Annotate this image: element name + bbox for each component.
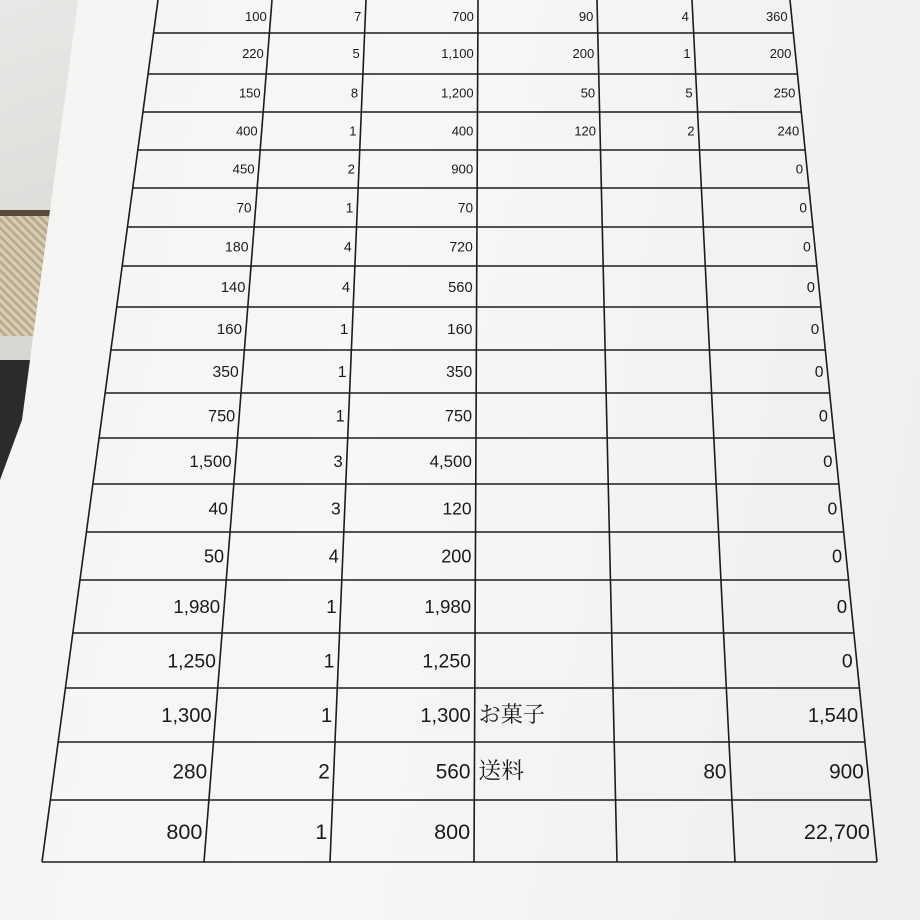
table-cell: 2 [347, 161, 355, 177]
table-cell: 220 [242, 46, 264, 62]
table-cell: 1 [339, 321, 349, 338]
table-row [225, 239, 811, 255]
table-row [236, 124, 799, 139]
table-cell: 4 [343, 238, 352, 255]
table-cell: 350 [212, 364, 239, 382]
table-cell: 0 [799, 200, 807, 216]
table-cell: 1,980 [424, 596, 472, 618]
table-cell: 140 [220, 279, 246, 296]
table-cell: 560 [448, 279, 473, 296]
table-cell: 1,300 [420, 705, 471, 728]
table-cell: 200 [441, 546, 472, 567]
table-cell: 1 [320, 705, 333, 728]
table-cell: 0 [810, 321, 820, 338]
table-cell: 40 [208, 498, 228, 519]
table-cell: 1 [323, 650, 335, 673]
table-cell: 180 [225, 238, 249, 255]
table-cell: 1 [315, 818, 328, 844]
table-cell: 4 [341, 279, 351, 296]
table-cell: 0 [818, 407, 828, 426]
table-row [167, 651, 853, 673]
table-cell: 720 [449, 238, 473, 255]
table-cell: 250 [773, 85, 796, 101]
table-row [161, 702, 858, 727]
table-row [173, 596, 847, 617]
table-cell: 0 [827, 498, 838, 519]
table-cell: 200 [769, 46, 792, 62]
table-cell: 0 [832, 546, 843, 567]
table-row [204, 547, 842, 567]
table-row [166, 819, 869, 844]
table-cell: 0 [814, 364, 824, 382]
table-cell: 90 [578, 9, 594, 25]
table-cell: 1,250 [422, 650, 471, 673]
table-cell: 0 [795, 161, 804, 177]
table-cell: 1,100 [441, 46, 474, 62]
table-cell: 0 [803, 238, 811, 255]
table-row [208, 498, 837, 518]
table-cell: 800 [166, 818, 203, 844]
table-cell: 0 [841, 650, 853, 673]
table-cell: 1,540 [807, 705, 859, 728]
table-cell: 450 [232, 161, 255, 177]
table-cell: 120 [442, 498, 472, 519]
table-cell: 350 [446, 364, 473, 382]
grid-line [42, 0, 158, 862]
table-cell: 1 [326, 596, 337, 618]
table-cell: 360 [765, 9, 788, 25]
table-cell: 280 [172, 760, 208, 784]
table-row [172, 758, 863, 784]
table-cell: 400 [235, 123, 258, 139]
table-cell: 22,700 [803, 818, 870, 844]
table-cell: 5 [685, 85, 693, 101]
table-cell: お菓子 [478, 702, 545, 728]
table-cell: 1,250 [167, 650, 216, 673]
table-cell: 2 [318, 760, 330, 784]
table-cell: 7 [354, 9, 362, 25]
table-cell: 8 [350, 85, 359, 101]
table-cell: 送料 [478, 757, 525, 784]
table-row [237, 200, 808, 215]
table-cell: 50 [580, 85, 596, 101]
table-row [242, 46, 791, 61]
table-row [233, 162, 803, 177]
table-cell: 900 [829, 760, 864, 784]
table-cell: 3 [331, 498, 341, 519]
table-cell: 2 [687, 123, 695, 139]
table-cell: 1 [345, 200, 354, 216]
table-cell: 1 [335, 407, 345, 426]
table-cell: 1 [349, 123, 357, 139]
table-cell: 160 [216, 321, 243, 338]
grid-line [474, 0, 478, 862]
table-cell: 800 [434, 818, 471, 844]
table-cell: 0 [823, 452, 833, 472]
table-cell: 4,500 [429, 452, 472, 472]
table-row [239, 86, 795, 101]
table-cell: 1,500 [189, 452, 232, 472]
table-row [189, 452, 832, 471]
table-cell: 3 [333, 452, 343, 472]
grid-line [692, 0, 735, 862]
table-cell: 1 [337, 364, 347, 382]
table-cell: 750 [444, 407, 473, 426]
table-cell: 1 [683, 46, 691, 62]
table-cell: 750 [208, 407, 236, 426]
table-cell: 100 [244, 9, 267, 25]
table-cell: 4 [328, 546, 339, 567]
table-cell: 80 [703, 760, 727, 784]
table-cell: 4 [681, 9, 689, 25]
table-cell: 1,200 [441, 85, 474, 101]
table-cell: 200 [572, 46, 595, 62]
table-cell: 70 [457, 200, 474, 216]
table-cell: 900 [451, 161, 474, 177]
table-row [208, 407, 828, 425]
table-cells [161, 9, 870, 844]
table-cell: 1,300 [161, 705, 212, 728]
table-cell: 700 [452, 9, 474, 25]
table-cell: 120 [574, 123, 597, 139]
table-cell: 160 [447, 321, 473, 338]
table-cell: 1,980 [173, 596, 221, 618]
table-cell: 70 [236, 200, 252, 216]
table-cell: 50 [203, 546, 225, 567]
table-cell: 150 [238, 85, 261, 101]
table-row [217, 321, 819, 338]
table-cell: 560 [435, 760, 471, 784]
table-cell: 5 [352, 46, 360, 62]
grid-line [597, 0, 617, 862]
table-cell: 240 [777, 123, 800, 139]
table-row [221, 280, 815, 296]
table-cell: 0 [836, 596, 848, 618]
table-cell: 0 [806, 279, 815, 296]
grid-line [330, 0, 366, 862]
table-cell: 400 [451, 123, 474, 139]
table-row [245, 9, 788, 24]
grid-line [790, 0, 877, 862]
table-row [213, 364, 824, 381]
